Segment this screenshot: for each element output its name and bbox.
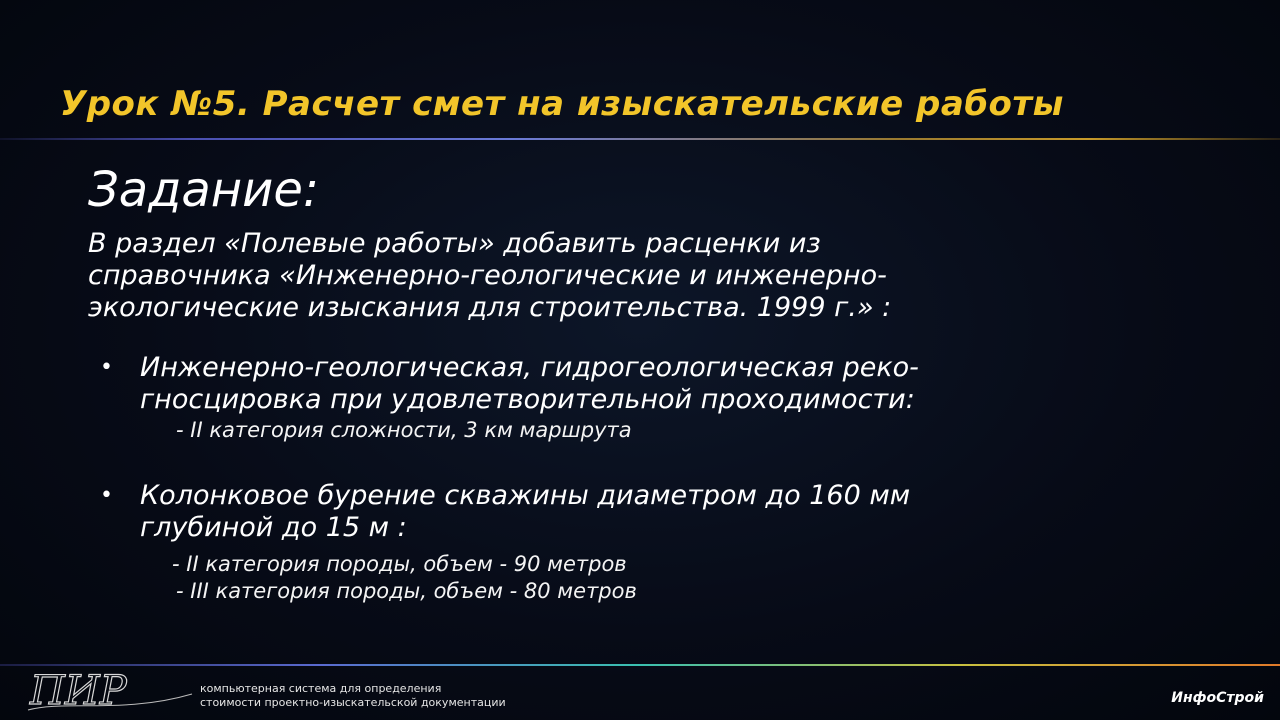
pir-logo-text: ПИР bbox=[30, 668, 127, 714]
bullet-line: глубиной до 15 м : bbox=[140, 512, 407, 543]
bullet-line: Колонковое бурение скважины диаметром до 160 мм bbox=[140, 480, 911, 511]
pir-logo bbox=[24, 664, 196, 716]
title-divider bbox=[0, 138, 1280, 140]
sub-item: - III категория породы, объем - 80 метров bbox=[176, 579, 637, 603]
bullet-marker: • bbox=[100, 483, 113, 508]
brand-logo: ИнфоСтрой bbox=[1171, 690, 1264, 706]
bullet-line: гносцировка при удовлетворительной проходимости: bbox=[140, 384, 915, 415]
bullet-line: Инженерно-геологическая, гидрогеологическая реко- bbox=[140, 352, 919, 383]
slide-title: Урок №5. Расчет смет на изыскательские работы bbox=[60, 84, 1064, 124]
task-heading: Задание: bbox=[88, 162, 320, 218]
caption-line: компьютерная система для определения bbox=[200, 682, 442, 695]
sub-item: - II категория породы, объем - 90 метров bbox=[172, 552, 627, 576]
bullet-item-reconnaissance bbox=[100, 352, 919, 416]
bullet-item-drilling bbox=[100, 480, 910, 544]
sub-item: - II категория сложности, 3 км маршрута bbox=[176, 418, 632, 442]
intro-line: В раздел «Полевые работы» добавить расценки из bbox=[88, 228, 821, 259]
bullet-marker: • bbox=[100, 355, 113, 380]
intro-line: экологические изыскания для строительства. 1999 г.» : bbox=[88, 292, 892, 323]
footer-caption bbox=[200, 682, 506, 710]
task-intro bbox=[88, 228, 1228, 324]
intro-line: справочника «Инженерно-геологические и инженерно- bbox=[88, 260, 887, 291]
caption-line: стоимости проектно-изыскательской документации bbox=[200, 696, 506, 709]
